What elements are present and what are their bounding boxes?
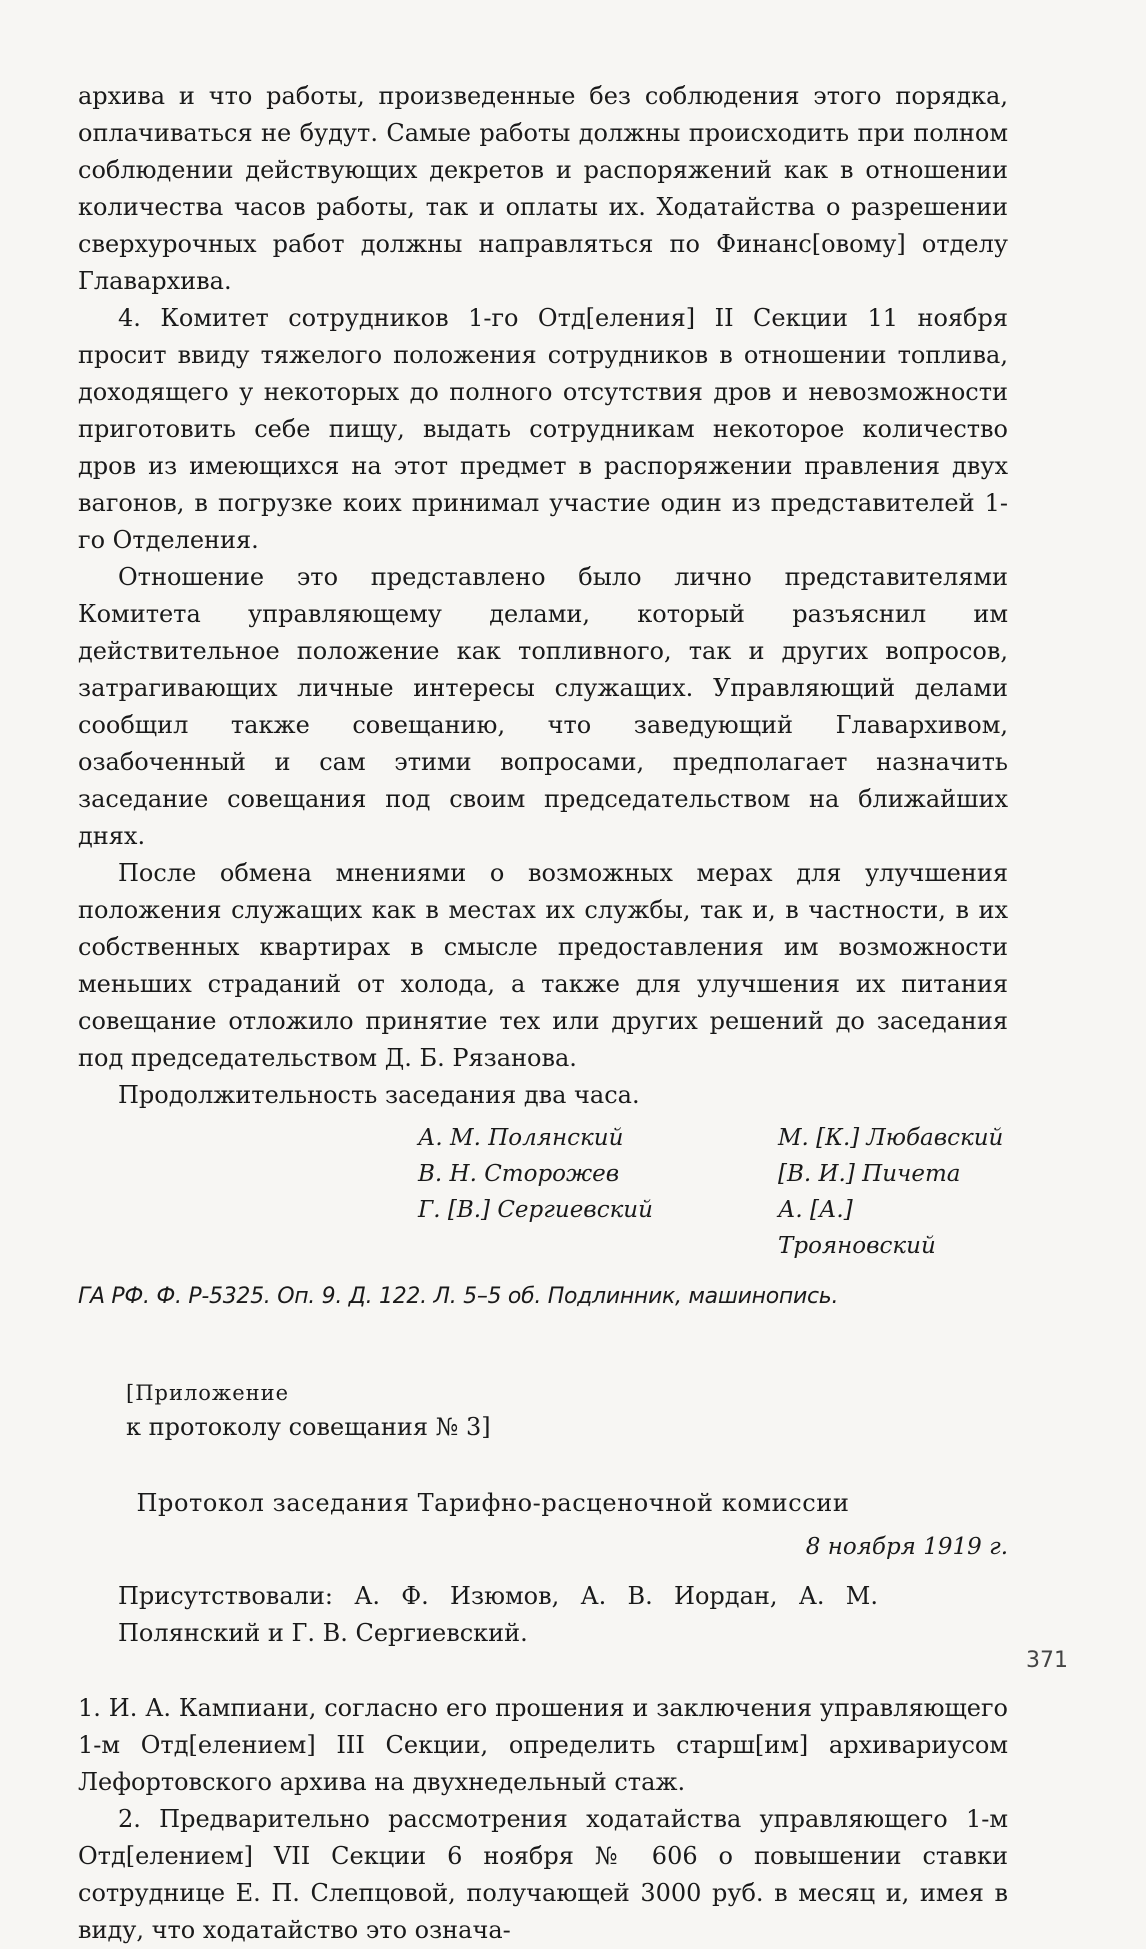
appendix-line: [Приложение bbox=[126, 1381, 290, 1405]
attendees: Присутствовали: А. Ф. Изюмов, А. В. Иордан, А. М. Полянский и Г. В. Сергиевский. bbox=[118, 1582, 878, 1647]
protocol-item: 1. И. А. Кампиани, согласно его прошения и заключения управляющего 1-м Отд[елением] III Секции, определить старш[им] архивариусом Лефортовского архива на двухнедельный стаж. bbox=[78, 1694, 1008, 1796]
signatures-right bbox=[778, 1120, 1008, 1264]
signature: В. Н. Сторожев bbox=[418, 1161, 620, 1187]
page-number: 371 bbox=[1026, 1648, 1068, 1673]
appendix-heading bbox=[126, 1376, 1008, 1444]
signatures-left bbox=[418, 1120, 778, 1264]
signature: [В. И.] Пичета bbox=[778, 1161, 961, 1187]
paragraph: Отношение это представлено было лично представителями Комитета управляющему делами, который разъяснил им действительное положение как топливного, так и других вопросов, затрагивающих личные интересы служащих. Управляющий делами сообщил также совещанию, что заведующий Главархивом, озабоченный и сам этими вопросами, предполагает назначить заседание совещания под своим председательством на ближайших днях. bbox=[78, 563, 1008, 850]
signature: М. [К.] Любавский bbox=[778, 1125, 1004, 1151]
signature: А. [А.] Трояновский bbox=[778, 1197, 936, 1259]
protocol-date: 8 ноября 1919 г. bbox=[805, 1534, 1008, 1560]
signature: Г. [В.] Сергиевский bbox=[418, 1197, 653, 1223]
signatures-block bbox=[418, 1120, 1008, 1264]
paragraph: 4. Комитет сотрудников 1-го Отд[еления] II Секции 11 ноября просит ввиду тяжелого положения сотрудников в отношении топлива, доходящего у некоторых до полного отсутствия дров и невозможности приготовить себе пищу, выдать сотрудникам некоторое количество дров из имеющихся на этот предмет в распоряжении правления двух вагонов, в погрузке коих принимал участие один из представителей 1-го Отделения. bbox=[78, 304, 1008, 554]
protocol-item: 2. Предварительно рассмотрения ходатайства управляющего 1-м Отд[елением] VII Секции 6 ноября № 606 о повышении ставки сотруднице Е. П. Слепцовой, получающей 3000 руб. в месяц и, имея в виду, что ходатайство это означа- bbox=[78, 1805, 1008, 1944]
protocol-items bbox=[78, 1690, 1008, 1949]
appendix-line: к протоколу совещания № 3] bbox=[126, 1413, 491, 1441]
document-page bbox=[78, 78, 1008, 1949]
paragraph: После обмена мнениями о возможных мерах для улучшения положения служащих как в местах их службы, так и, в частности, в их собственных квартирах в смысле предоставления им возможности меньших страданий от холода, а также для улучшения их питания совещание отложило принятие тех или других решений до заседания под председательством Д. Б. Рязанова. bbox=[78, 859, 1008, 1072]
signature: А. М. Полянский bbox=[418, 1125, 624, 1151]
paragraph: Продолжительность заседания два часа. bbox=[118, 1081, 640, 1109]
paragraph: архива и что работы, произведенные без соблюдения этого порядка, оплачиваться не будут. Самые работы должны происходить при полном соблюдении действующих декретов и распоряжений как в отношении количества часов работы, так и оплаты их. Ходатайства о разрешении сверхурочных работ должны направляться по Финанс[овому] отделу Главархива. bbox=[78, 82, 1008, 295]
protocol-title: Протокол заседания Тарифно-расценочной комиссии bbox=[136, 1489, 850, 1517]
archive-source-note: ГА РФ. Ф. Р-5325. Оп. 9. Д. 122. Л. 5–5 об. Подлинник, машинопись. bbox=[78, 1284, 839, 1309]
body-text bbox=[78, 78, 1008, 1114]
